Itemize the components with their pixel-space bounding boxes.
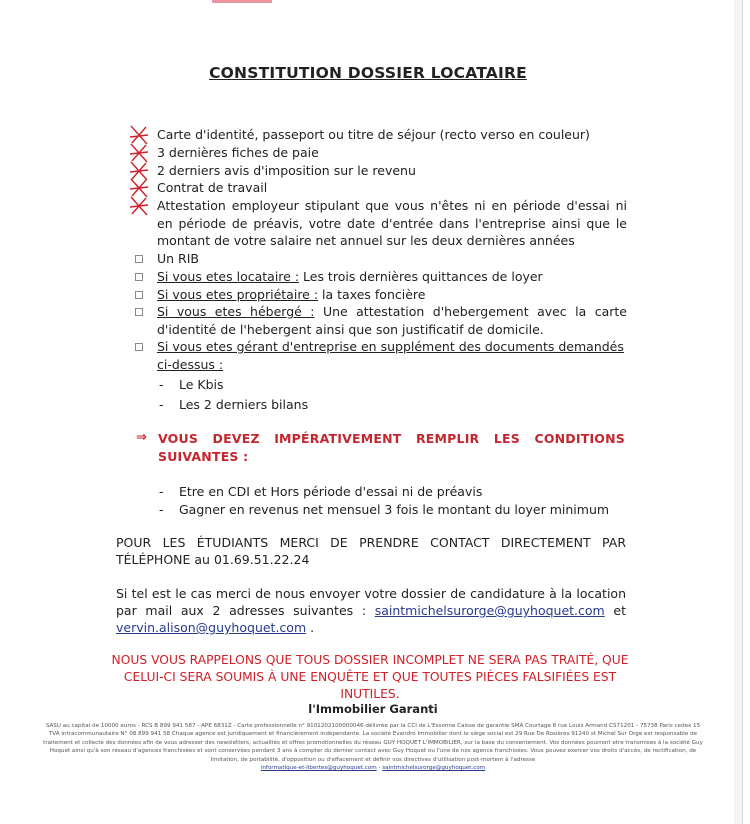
checkbox: [135, 255, 143, 263]
checkbox: [135, 291, 143, 299]
page-title: CONSTITUTION DOSSIER LOCATAIRE: [209, 64, 527, 82]
checkbox: [135, 273, 143, 281]
signature: l'Immobilier Garanti: [308, 702, 438, 716]
students-phone: 01.69.51.22.24: [213, 552, 310, 567]
condition-2: Gagner en revenus net mensuel 3 fois le montant du loyer minimum: [179, 502, 610, 517]
conditions-warning: VOUS DEVEZ IMPÉRATIVEMENT REMPLIR LES CONDITIONS SUIVANTES :: [158, 431, 625, 464]
bullet-dash: -: [159, 502, 164, 517]
doc-item-tenant: [157, 268, 627, 286]
hosted-condition: Si vous etes hébergé :: [157, 304, 315, 319]
checkbox: [135, 343, 143, 351]
bullet-dash: -: [159, 484, 164, 499]
legal-email-2[interactable]: saintmichelsurorge@guyhoquet.com: [382, 765, 486, 772]
owner-requirement: la taxes foncière: [322, 287, 426, 302]
check-cross-icon: [128, 195, 150, 217]
legal-footer: SASU au capital de 10000 euros - RCS B 899 941 587 - APE 6831Z - Carte professionnelle n° 9101202100000046 délivrée par la CCI de L'Essonne Caisse de garantie SMA Courtage 8 rue Louis Armand CS71201 - 75738 Paris cedex 15 TVA intracommunautaire N° 08 899 941 58 Chaque agence est juridiquement et financièrement indépendante. La société Evandro Immobilier dont le siège social est 29 Rue De Rosières 91240 st Michel Sur Orge est responsable de traitement et collecte des données afin de vous adresser des newsletters, actualités et offres promotionnelles du réseau GUY HOQUET L'IMMOBILIER, sur la base du consentement. Vos données pourront etre transmises à la société Guy Hoquet ainsi qu'à son réseau d'agences franchisées et sont conservées pendant 3 ans à compter du dernier contact avec Guy Hoquet ou l'une de nos agence franchisées. Vous pouvez exercer vos droits d'accès, de rectification, de limitation, de portabilité, d'opposition ou d'effacement et définir vos directives d'utilisation post-mortem à l'adresse informatique-et-libertes@guyhoquet.com - saintmichelsurorge@guyhoquet.com: [43, 723, 703, 772]
tenant-requirement: Les trois dernières quittances de loyer: [303, 269, 543, 284]
mail-instructions: Si tel est le cas merci de nous envoyer votre dossier de candidature à la location par mail aux 2 adresses suivantes : saintmichelsurorge@guyhoquet.com et vervin.alison@guyhoquet.com .: [116, 586, 626, 635]
doc-item-rib: Un RIB: [157, 251, 199, 266]
incomplete-warning: NOUS VOUS RAPPELONS QUE TOUS DOSSIER INCOMPLET NE SERA PAS TRAITÉ, QUE CELUI-CI SERA SOUMIS À UNE ENQUÊTE ET QUE TOUTES PIÈCES FALSIFIÉES EST INUTILES.: [111, 653, 629, 701]
email-link-2[interactable]: vervin.alison@guyhoquet.com: [116, 620, 307, 635]
students-text: POUR LES ÉTUDIANTS MERCI DE PRENDRE CONTACT DIRECTEMENT PAR TÉLÉPHONE au: [116, 535, 626, 567]
mail-text: Si tel est le cas merci de nous envoyer votre dossier de candidature à la location par mail aux 2 adresses suivantes :: [116, 586, 626, 618]
doc-item-owner: [157, 286, 627, 304]
doc-item-3: 2 derniers avis d'imposition sur le revenu: [157, 163, 416, 178]
legal-email-1[interactable]: informatique-et-libertes@guyhoquet.com: [260, 765, 377, 772]
doc-item-hosted: [157, 303, 627, 338]
checkbox: [135, 308, 143, 316]
page-edge: [734, 0, 742, 824]
students-note: [116, 534, 626, 568]
legal-text: SASU au capital de 10000 euros - RCS B 899 941 587 - APE 6831Z - Carte professionnelle n° 9101202100000046 délivrée par la CCI de L'Essonne Caisse de garantie SMA Courtage 8 rue Louis Armand CS71201 - 75738 Paris cedex 15 TVA intracommunautaire N° 08 899 941 58 Chaque agence est juridiquement et financièrement indépendante. La société Evandro Immobilier dont le siège social est 29 Rue De Rosières 91240 st Michel Sur Orge est responsable de traitement et collecte des données afin de vous adresser des newsletters, actualités et offres promotionnelles du réseau GUY HOQUET L'IMMOBILIER, sur la base du consentement. Vos données pourront etre transmises à la société Guy Hoquet ainsi qu'à son réseau d'agences franchisées et sont conservées pendant 3 ans à compter du dernier contact avec Guy Hoquet ou l'une de nos agence franchisées. Vous pouvez exercer vos droits d'accès, de rectification, de limitation, de portabilité, d'opposition ou d'effacement et définir vos directives d'utilisation post-mortem à l'adresse: [43, 723, 703, 763]
manager-doc-2: Les 2 derniers bilans: [179, 397, 309, 412]
arrow-icon: ⇒: [136, 430, 147, 445]
owner-condition: Si vous etes propriétaire :: [157, 287, 319, 302]
bullet-dash: -: [159, 397, 164, 412]
bullet-dash: -: [159, 377, 164, 392]
top-mark: [212, 0, 272, 3]
doc-item-5: Attestation employeur stipulant que vous n'êtes ni en période d'essai ni en période de préavis, votre date d'entrée dans l'entreprise ainsi que le montant de votre salaire net annuel sur les deux dernières années: [157, 198, 627, 249]
doc-item-2: 3 dernières fiches de paie: [157, 145, 319, 160]
hosted-requirement: Une attestation d'hebergement avec la carte d'identité de l'hebergent ainsi que son justificatif de domicile.: [157, 304, 627, 337]
doc-item-4: Contrat de travail: [157, 180, 268, 195]
email-link-1[interactable]: saintmichelsurorge@guyhoquet.com: [374, 603, 605, 618]
doc-item-1: Carte d'identité, passeport ou titre de séjour (recto verso en couleur): [157, 127, 590, 142]
condition-1: Etre en CDI et Hors période d'essai ni de préavis: [179, 484, 483, 499]
manager-doc-1: Le Kbis: [179, 377, 224, 392]
doc-item-manager: Si vous etes gérant d'entreprise en supplément des documents demandés ci-dessus :: [157, 339, 624, 372]
tenant-condition: Si vous etes locataire :: [157, 269, 300, 284]
mail-and: et: [613, 603, 626, 618]
